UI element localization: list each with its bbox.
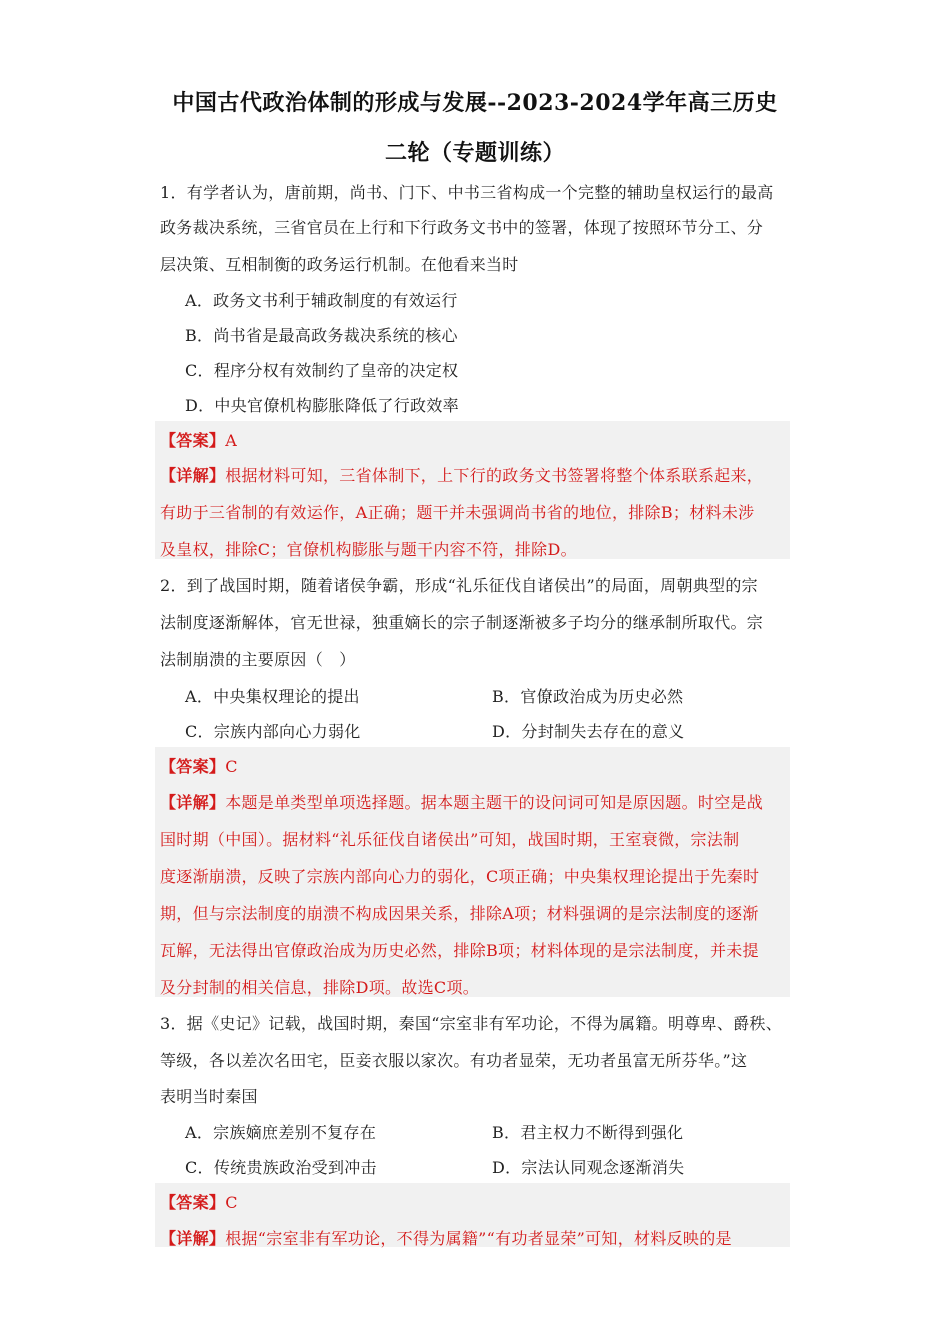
q2-detail-line-1 — [160, 790, 763, 813]
q3-answer-value: C — [225, 1193, 238, 1212]
q1-detail-line-3: 及皇权，排除C；官僚机构膨胀与题干内容不符，排除D。 — [160, 540, 577, 559]
q3-answer — [160, 1190, 238, 1213]
q2-detail-line-6: 及分封制的相关信息，排除D项。故选C项。 — [160, 978, 480, 997]
q2-detail-line-5: 瓦解，无法得出官僚政治成为历史必然，排除B项；材料体现的是宗法制度，并未提 — [160, 941, 759, 960]
document-title-line-1: 中国古代政治体制的形成与发展--2023-2024学年高三历史 — [172, 90, 778, 116]
q2-detail-line-3: 度逐渐崩溃，反映了宗族内部向心力的弱化，C项正确；中央集权理论提出于先秦时 — [160, 867, 760, 886]
q1-option-d: D．中央官僚机构膨胀降低了行政效率 — [185, 396, 459, 415]
q3-option-a: A．宗族嫡庶差别不复存在 — [185, 1123, 377, 1142]
q2-option-c: C．宗族内部向心力弱化 — [185, 722, 361, 741]
q3-detail-line-1 — [160, 1226, 732, 1249]
q2-detail-line-4: 期，但与宗法制度的崩溃不构成因果关系，排除A项；材料强调的是宗法制度的逐渐 — [160, 904, 759, 923]
q3-option-b: B．君主权力不断得到强化 — [492, 1123, 684, 1142]
q3-answer-tag: 【答案】 — [160, 1193, 226, 1212]
q2-answer-value: C — [225, 757, 238, 776]
q1-stem-line-3: 层决策、互相制衡的政务运行机制。在他看来当时 — [160, 255, 519, 274]
q1-stem-line-1: 1．有学者认为，唐前期，尚书、门下、中书三省构成一个完整的辅助皇权运行的最高 — [160, 183, 774, 202]
q1-detail-text-1: 根据材料可知，三省体制下，上下行的政务文书签署将整个体系联系起来， — [225, 466, 764, 485]
q1-option-a: A．政务文书利于辅政制度的有效运行 — [185, 291, 458, 310]
q2-stem-line-3: 法制崩溃的主要原因（ ） — [160, 650, 356, 669]
q3-stem-line-3: 表明当时秦国 — [160, 1087, 258, 1106]
document-title-line-2: 二轮（专题训练） — [384, 140, 565, 166]
q2-answer-tag: 【答案】 — [160, 757, 226, 776]
q1-option-b: B．尚书省是最高政务裁决系统的核心 — [185, 326, 458, 345]
q3-detail-text-1: 根据“宗室非有军功论，不得为属籍”“有功者显荣”可知，材料反映的是 — [225, 1229, 732, 1248]
q1-answer — [160, 428, 237, 451]
q3-stem-line-1: 3．据《史记》记载，战国时期，秦国“宗室非有军功论，不得为属籍。明尊卑、爵秩、 — [160, 1014, 783, 1033]
q1-detail-line-2: 有助于三省制的有效运作，A正确；题干并未强调尚书省的地位，排除B；材料未涉 — [160, 503, 755, 522]
q1-detail-line-1 — [160, 463, 763, 486]
q2-stem-line-1: 2．到了战国时期，随着诸侯争霸，形成“礼乐征伐自诸侯出”的局面，周朝典型的宗 — [160, 576, 758, 595]
q2-option-d: D．分封制失去存在的意义 — [492, 722, 685, 741]
q2-detail-tag: 【详解】 — [160, 793, 226, 812]
q2-detail-text-1: 本题是单类型单项选择题。据本题主题干的设问词可知是原因题。时空是战 — [225, 793, 764, 812]
q3-stem-line-2: 等级，各以差次名田宅，臣妾衣服以家次。有功者显荣，无功者虽富无所芬华。”这 — [160, 1051, 748, 1070]
q3-detail-tag: 【详解】 — [160, 1229, 226, 1248]
q3-option-d: D．宗法认同观念逐渐消失 — [492, 1158, 685, 1177]
q2-answer — [160, 754, 238, 777]
q1-answer-tag: 【答案】 — [160, 431, 226, 450]
q2-stem-line-2: 法制度逐渐解体，官无世禄，独重嫡长的宗子制逐渐被多子均分的继承制所取代。宗 — [160, 613, 764, 632]
q2-option-b: B．官僚政治成为历史必然 — [492, 687, 684, 706]
q3-option-c: C．传统贵族政治受到冲击 — [185, 1158, 377, 1177]
q1-detail-tag: 【详解】 — [160, 466, 226, 485]
q1-answer-value: A — [225, 431, 238, 450]
q2-detail-line-2: 国时期（中国）。据材料“礼乐征伐自诸侯出”可知，战国时期，王室衰微，宗法制 — [160, 830, 740, 849]
q2-option-a: A．中央集权理论的提出 — [185, 687, 360, 706]
q1-option-c: C．程序分权有效制约了皇帝的决定权 — [185, 361, 459, 380]
q1-stem-line-2: 政务裁决系统，三省官员在上行和下行政务文书中的签署，体现了按照环节分工、分 — [160, 218, 764, 237]
